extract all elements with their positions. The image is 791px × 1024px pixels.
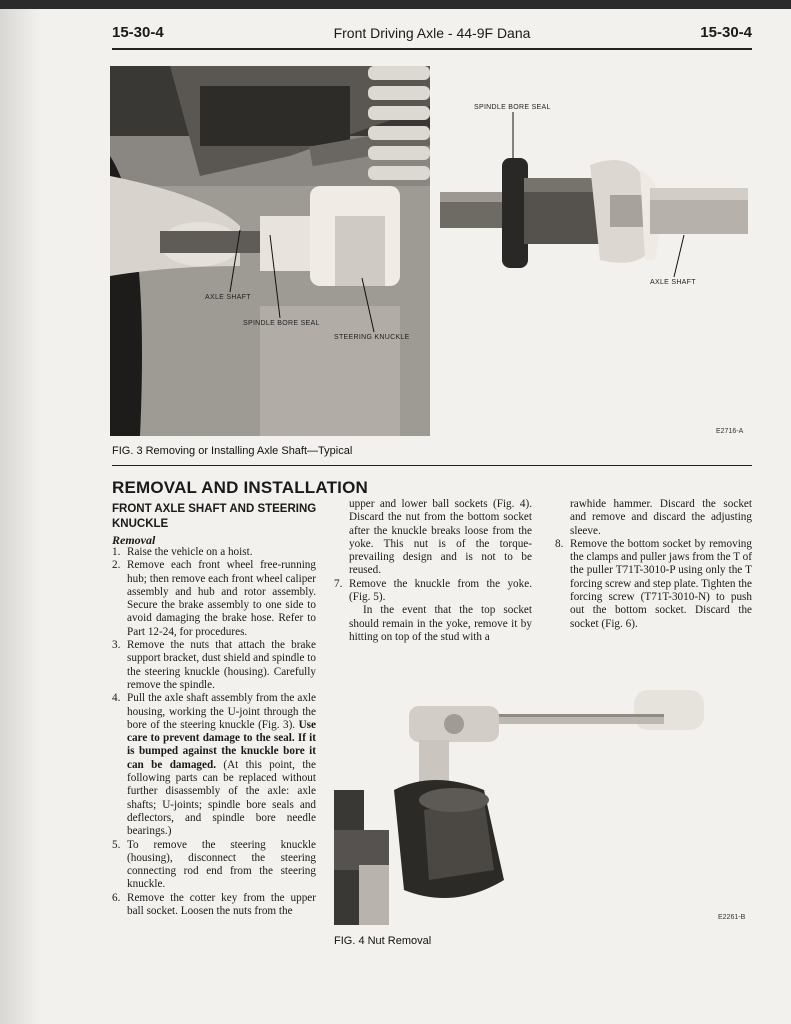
fig3-label-axle-shaft-right: AXLE SHAFT bbox=[650, 279, 696, 286]
step-6-continuation: upper and lower ball sockets (Fig. 4). Discard the nut from the bottom socket after the knuckle breaks loose from the yoke. This nut is of the torque-prevailing design and is not to be reused. bbox=[349, 498, 532, 577]
header-rule bbox=[112, 48, 752, 50]
step-3: 3. Remove the nuts that attach the brake support bracket, dust shield and spindle to the steering knuckle (housing). Carefully remove the spindle. bbox=[112, 639, 316, 691]
step-8: 8. Remove the bottom socket by removing the clamps and puller jaws from the T of the puller T71T-3010-P using only the T forcing screw and step plate. Tighten the forcing screw (T71T-3010-N) to push out the bottom socket. Discard the socket (Fig. 6). bbox=[555, 537, 752, 630]
fig4-photo-nut-removal bbox=[334, 680, 752, 925]
step-4: 4. Pull the axle shaft assembly from the axle housing, working the U-joint through the bore of the steering knuckle (Fig. 3). Use care to prevent damage to the seal. If it is bumped against the knuckle bore it can be damaged. (At this point, the following parts can be replaced without further disassembly of the axle: axle shafts; U-joints; spindle bore seals and deflectors, and spindle bore needle bearings.) bbox=[112, 692, 316, 838]
fig3-leader-line-axle-right bbox=[660, 235, 690, 280]
fig4-code: E2261-B bbox=[718, 914, 746, 921]
step-7-paragraph: In the event that the top socket should remain in the yoke, remove it by hitting on top of the stud with a bbox=[349, 604, 532, 643]
text-column-1 bbox=[112, 546, 316, 918]
section-heading: REMOVAL AND INSTALLATION bbox=[112, 478, 369, 497]
step-4-warning: Use care to prevent damage to the seal. If it is bumped against the knuckle bore it can be damaged. bbox=[127, 718, 316, 771]
step-5: 5. To remove the steering knuckle (housing), disconnect the steering connecting rod end from the steering knuckle. bbox=[112, 838, 316, 891]
fig3-code: E2716-A bbox=[716, 428, 744, 435]
step-6: 6. Remove the cotter key from the upper ball socket. Loosen the nuts from the bbox=[112, 891, 316, 918]
fig3-leader-lines-left bbox=[200, 230, 390, 340]
removal-label: Removal bbox=[112, 533, 156, 547]
page-number-left: 15-30-4 bbox=[112, 24, 164, 41]
step-2: 2. Remove each front wheel free-running hub; then remove each front wheel caliper assembly and hub and rotor assembly. Secure the brake assembly to one side to avoid damaging the brake hose. Refer to Part 12-24, for procedures. bbox=[112, 559, 316, 638]
fig3-photo-axle-shaft bbox=[440, 150, 748, 272]
fig3-label-axle-shaft-left: AXLE SHAFT bbox=[205, 294, 251, 301]
sub-heading: FRONT AXLE SHAFT AND STEERING KNUCKLE bbox=[112, 503, 317, 530]
page-edge-shadow bbox=[0, 0, 40, 1024]
step-1: 1. Raise the vehicle on a hoist. bbox=[112, 546, 253, 558]
fig3-label-steering-knuckle: STEERING KNUCKLE bbox=[334, 334, 410, 341]
step-7: 7. Remove the knuckle from the yoke. (Fig. 5). bbox=[334, 577, 532, 604]
fig3-label-spindle-bore-seal-left: SPINDLE BORE SEAL bbox=[243, 320, 320, 327]
page-title: Front Driving Axle - 44-9F Dana bbox=[333, 25, 531, 41]
text-column-3 bbox=[555, 498, 752, 631]
top-border-bar bbox=[0, 0, 791, 9]
page-number-right: 15-30-4 bbox=[700, 24, 752, 41]
fig3-caption: FIG. 3 Removing or Installing Axle Shaft—Typical bbox=[112, 445, 353, 457]
text-column-2 bbox=[334, 498, 532, 644]
fig3-label-spindle-bore-seal-top: SPINDLE BORE SEAL bbox=[474, 104, 551, 111]
step-7-continuation: rawhide hammer. Discard the socket and remove and discard the adjusting sleeve. bbox=[570, 498, 752, 537]
fig4-caption: FIG. 4 Nut Removal bbox=[334, 935, 432, 947]
caption-rule bbox=[112, 465, 752, 466]
page-header bbox=[112, 20, 752, 48]
